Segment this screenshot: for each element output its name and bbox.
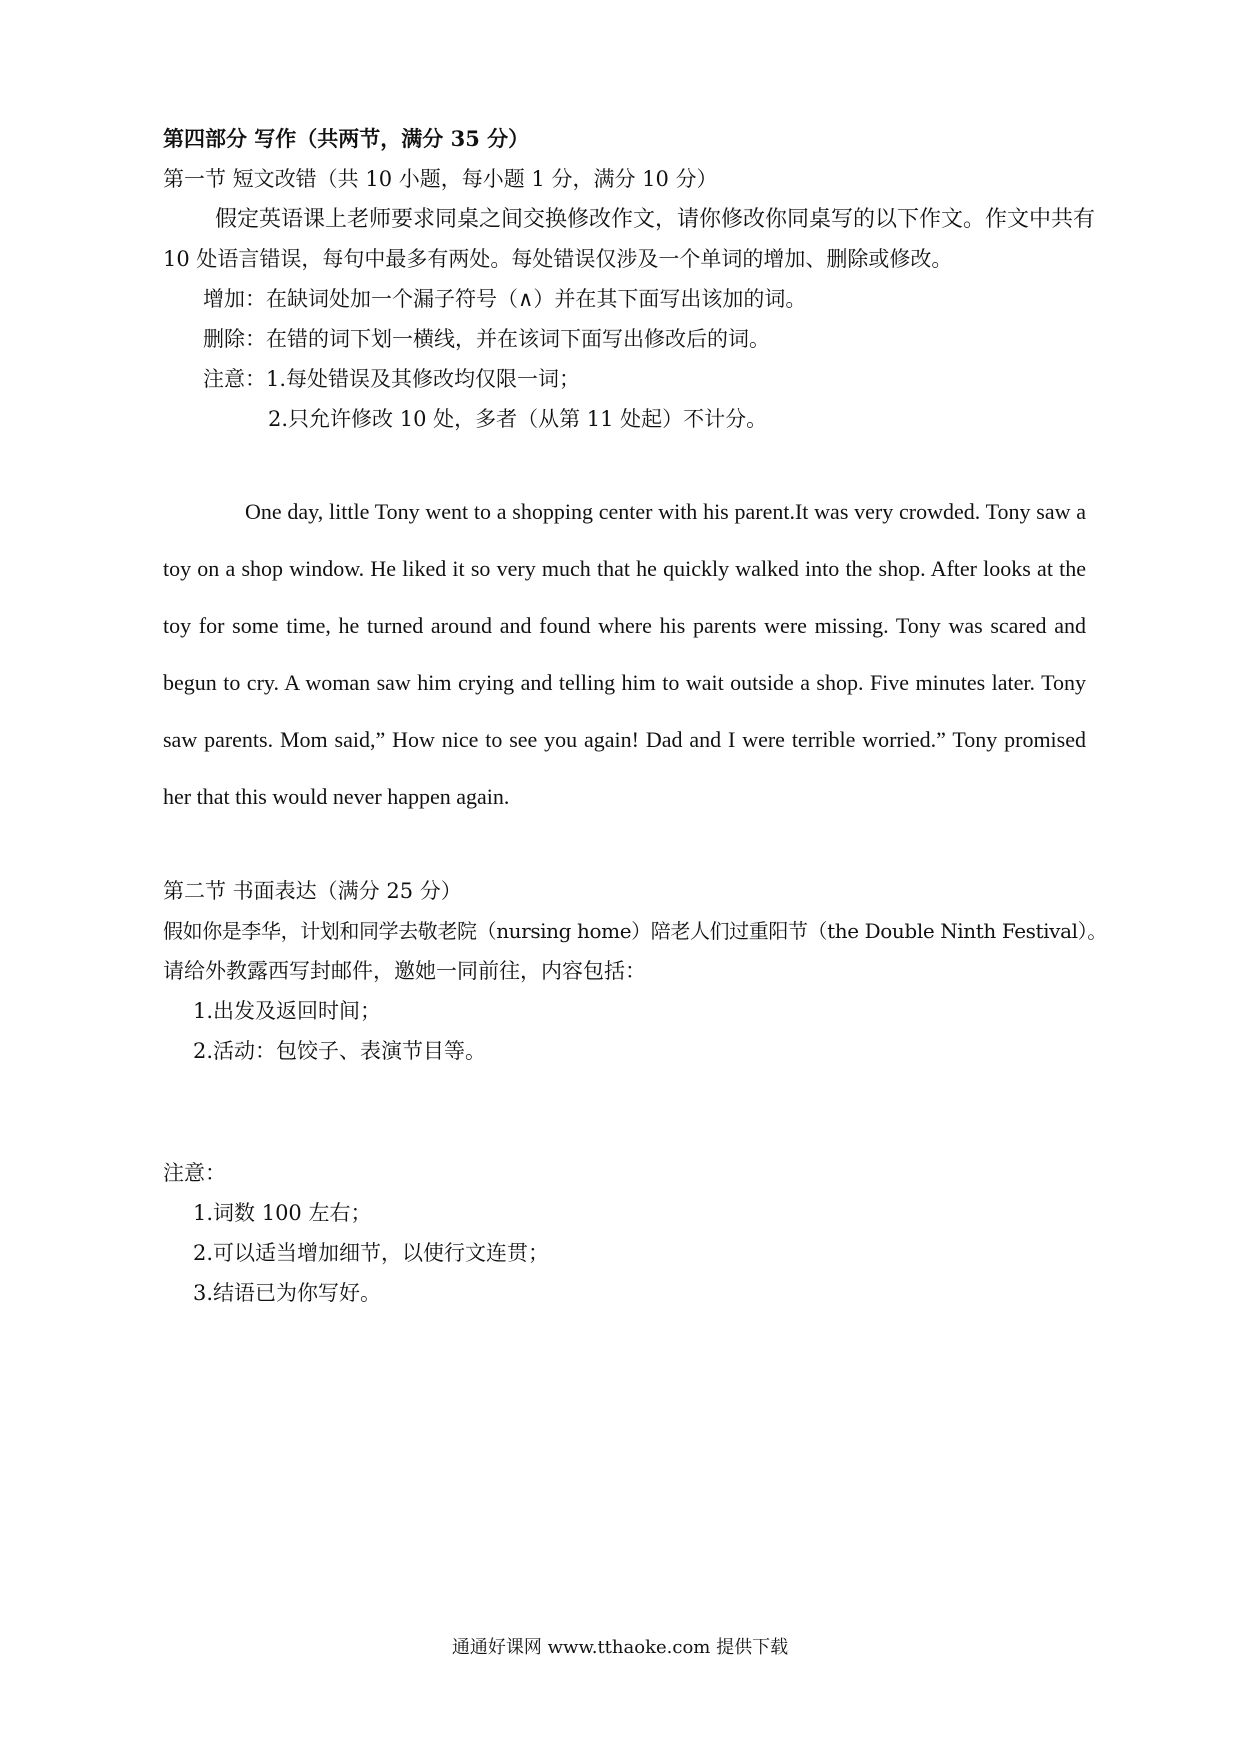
notes-item-2: 2.可以适当增加细节，以使行文连贯； xyxy=(193,1241,550,1265)
notes-heading: 注意： xyxy=(163,1161,226,1185)
page-footer: 通通好课网 www.tthaoke.com 提供下载 xyxy=(451,1637,789,1658)
passage-line-1: One day, little Tony went to a shopping center with his parent.It was very crowded. Tony saw a xyxy=(245,499,1086,524)
part2-prompt-line1: 假如你是李华，计划和同学去敬老院（nursing home）陪老人们过重阳节（the Double Ninth Festival）。 xyxy=(163,919,1107,943)
part2-heading: 第二节 书面表达（满分 25 分） xyxy=(163,879,462,903)
part1-heading: 第一节 短文改错（共 10 小题，每小题 1 分，满分 10 分） xyxy=(163,167,718,191)
passage-line-2: toy on a shop window. He liked it so very much that he quickly walked into the shop. After looks at the xyxy=(163,556,1086,581)
add-rule: 增加：在缺词处加一个漏子符号（∧）并在其下面写出该加的词。 xyxy=(203,287,807,311)
part2-point-1: 1.出发及返回时间； xyxy=(193,999,382,1023)
part2-point-2: 2.活动：包饺子、表演节目等。 xyxy=(193,1039,487,1063)
passage-line-4: begun to cry. A woman saw him crying and telling him to wait outside a shop. Five minutes later. Tony xyxy=(163,670,1086,695)
part2-prompt-line2: 请给外教露西写封邮件，邀她一同前往，内容包括： xyxy=(163,959,646,983)
delete-rule: 删除：在错的词下划一横线，并在该词下面写出修改后的词。 xyxy=(203,327,770,351)
note-2: 2.只允许修改 10 处，多者（从第 11 处起）不计分。 xyxy=(268,407,768,431)
passage-line-3: toy for some time, he turned around and found where his parents were missing. Tony was scared and xyxy=(163,613,1086,638)
notes-item-3: 3.结语已为你写好。 xyxy=(193,1281,382,1305)
passage-line-6: her that this would never happen again. xyxy=(163,784,510,809)
passage-line-5: saw parents. Mom said,” How nice to see you again! Dad and I were terrible worried.” Tony promised xyxy=(163,727,1086,752)
section-title: 第四部分 写作（共两节，满分 35 分） xyxy=(163,126,530,151)
part1-instruction-line2: 10 处语言错误，每句中最多有两处。每处错误仅涉及一个单词的增加、删除或修改。 xyxy=(163,247,953,271)
notes-item-1: 1.词数 100 左右； xyxy=(193,1201,372,1225)
part1-instruction-line1: 假定英语课上老师要求同桌之间交换修改作文，请你修改你同桌写的以下作文。作文中共有 xyxy=(215,206,1096,231)
note-1: 注意：1.每处错误及其修改均仅限一词； xyxy=(203,367,581,391)
